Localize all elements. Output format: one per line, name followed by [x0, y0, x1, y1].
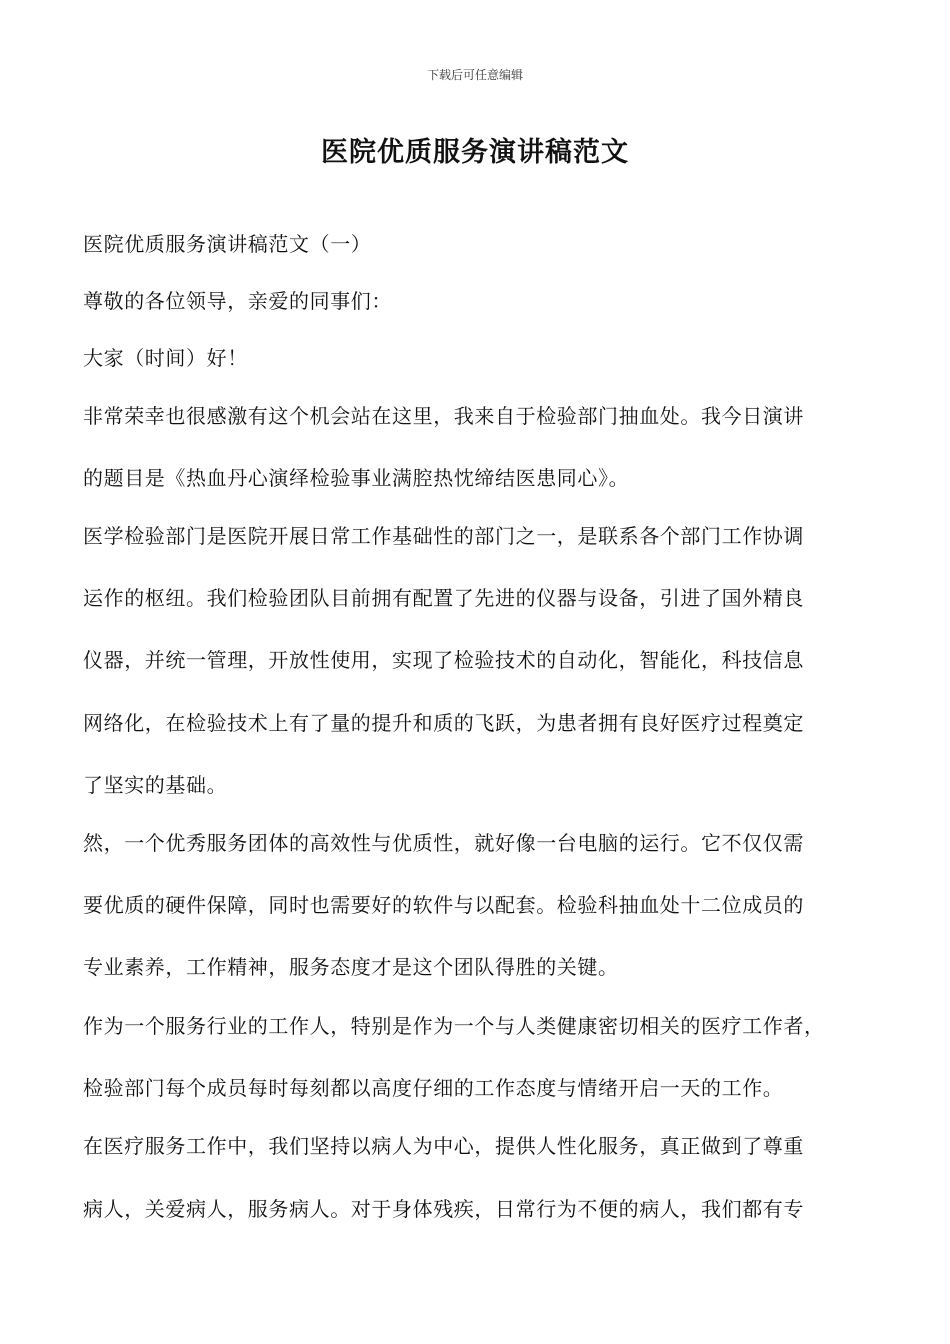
paragraph-line: 了坚实的基础。: [83, 773, 228, 797]
greeting-line: 大家（时间）好！: [83, 346, 248, 370]
paragraph-line: 在医疗服务工作中，我们坚持以病人为中心，提供人性化服务，真正做到了尊重: [83, 1134, 804, 1158]
salutation-line: 尊敬的各位领导，亲爱的同事们：: [83, 289, 392, 313]
paragraph-line: 检验部门每个成员每时每刻都以高度仔细的工作态度与情绪开启一天的工作。: [83, 1076, 784, 1100]
paragraph-line: 非常荣幸也很感激有这个机会站在这里，我来自于检验部门抽血处。我今日演讲: [83, 404, 804, 428]
paragraph-line: 要优质的硬件保障，同时也需要好的软件与以配套。检验科抽血处十二位成员的: [83, 893, 804, 917]
subtitle-line: 医院优质服务演讲稿范文（一）: [83, 232, 372, 256]
paragraph-line: 医学检验部门是医院开展日常工作基础性的部门之一，是联系各个部门工作协调: [83, 524, 804, 548]
paragraph-line: 的题目是《热血丹心演绎检验事业满腔热忱缔结医患同心》。: [83, 466, 630, 490]
paragraph-line: 专业素养，工作精神，服务态度才是这个团队得胜的关键。: [83, 955, 619, 979]
paragraph-line: 运作的枢纽。我们检验团队目前拥有配置了先进的仪器与设备，引进了国外精良: [83, 586, 804, 610]
paragraph-line: 作为一个服务行业的工作人，特别是作为一个与人类健康密切相关的医疗工作者，: [83, 1014, 825, 1038]
paragraph-line: 然，一个优秀服务团体的高效性与优质性，就好像一台电脑的运行。它不仅仅需: [83, 831, 804, 855]
paragraph-line: 网络化，在检验技术上有了量的提升和质的飞跃，为患者拥有良好医疗过程奠定: [83, 711, 804, 735]
document-title: 医院优质服务演讲稿范文: [321, 137, 629, 168]
header-note: 下载后可任意编辑: [426, 68, 523, 82]
paragraph-line: 仪器，并统一管理，开放性使用，实现了检验技术的自动化，智能化，科技信息: [83, 648, 804, 672]
paragraph-line: 病人，关爱病人，服务病人。对于身体残疾，日常行为不便的病人，我们都有专: [83, 1197, 804, 1221]
